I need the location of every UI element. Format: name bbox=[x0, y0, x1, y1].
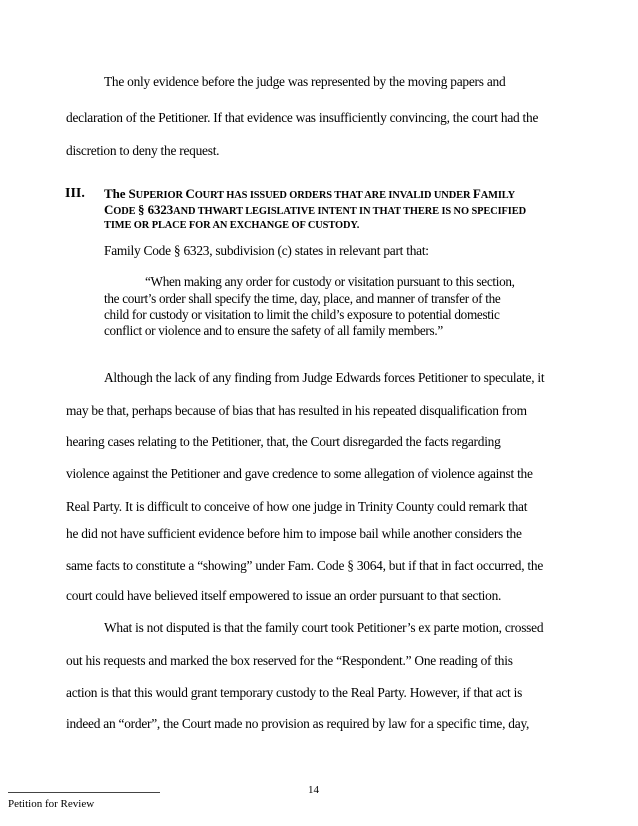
section-heading-line: TIME OR PLACE FOR AN EXCHANGE OF CUSTODY. bbox=[104, 220, 360, 231]
paragraph-line: declaration of the Petitioner. If that evidence was insufficiently convincing, the court had the bbox=[66, 110, 539, 125]
paragraph-line: same facts to constitute a “showing” under Fam. Code § 3064, but if that in fact occurred, the bbox=[66, 558, 544, 573]
paragraph-line: Although the lack of any finding from Judge Edwards forces Petitioner to speculate, it bbox=[104, 370, 545, 385]
paragraph-line: indeed an “order”, the Court made no provision as required by law for a specific time, day, bbox=[66, 716, 530, 731]
paragraph-line: action is that this would grant temporary custody to the Real Party. However, if that act is bbox=[66, 685, 523, 700]
block-quote-line: “When making any order for custody or visitation pursuant to this section, bbox=[145, 274, 515, 289]
paragraph-line: hearing cases relating to the Petitioner, that, the Court disregarded the facts regarding bbox=[66, 434, 501, 449]
block-quote-line: the court’s order shall specify the time, day, place, and manner of transfer of the bbox=[104, 291, 501, 306]
paragraph-line: out his requests and marked the box reserved for the “Respondent.” One reading of this bbox=[66, 653, 513, 668]
paragraph-line: violence against the Petitioner and gave credence to some allegation of violence against the bbox=[66, 466, 533, 481]
footer-divider bbox=[8, 792, 160, 793]
page-number: 14 bbox=[308, 784, 319, 796]
paragraph-line: may be that, perhaps because of bias that has resulted in his repeated disqualification from bbox=[66, 403, 527, 418]
paragraph-line: he did not have sufficient evidence before him to impose bail while another considers the bbox=[66, 526, 522, 541]
quote-intro: Family Code § 6323, subdivision (c) states in relevant part that: bbox=[104, 243, 429, 258]
section-heading-line: CODE § 6323AND THWART LEGISLATIVE INTENT IN THAT THERE IS NO SPECIFIED bbox=[104, 202, 526, 217]
paragraph-line: discretion to deny the request. bbox=[66, 143, 220, 158]
footer-label: Petition for Review bbox=[8, 798, 95, 810]
section-number: III. bbox=[65, 186, 85, 201]
block-quote-line: child for custody or visitation to limit the child’s exposure to potential domestic bbox=[104, 307, 500, 322]
paragraph-line: The only evidence before the judge was represented by the moving papers and bbox=[104, 74, 506, 89]
section-heading-line: The SUPERIOR COURT HAS ISSUED ORDERS THAT ARE INVALID UNDER FAMILY bbox=[104, 186, 516, 201]
block-quote-line: conflict or violence and to ensure the safety of all family members.” bbox=[104, 323, 443, 338]
paragraph-line: What is not disputed is that the family court took Petitioner’s ex parte motion, crossed bbox=[104, 620, 544, 635]
paragraph-line: court could have believed itself empowered to issue an order pursuant to that section. bbox=[66, 588, 502, 603]
paragraph-line: Real Party. It is difficult to conceive of how one judge in Trinity County could remark that bbox=[66, 499, 528, 514]
